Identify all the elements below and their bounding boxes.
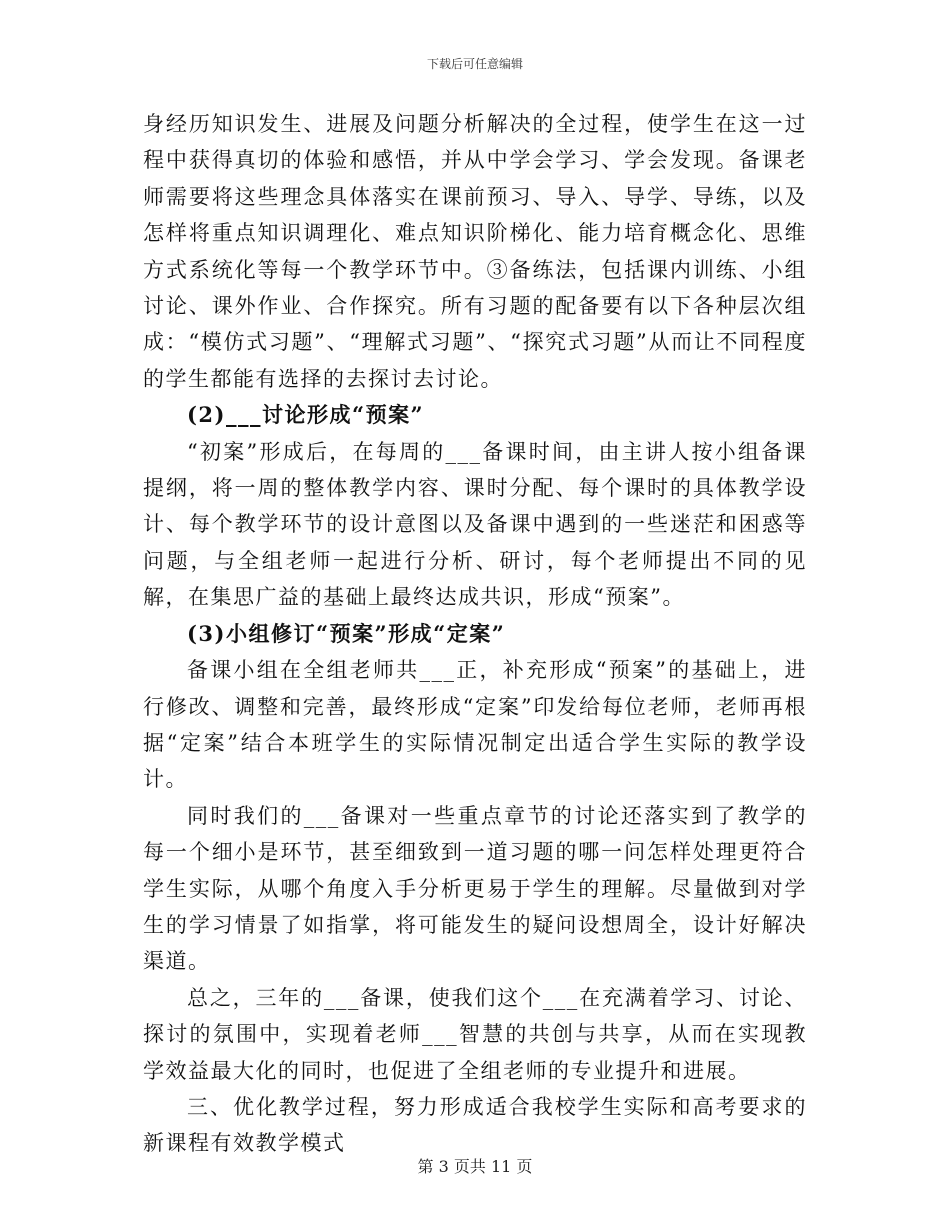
document-body (143, 106, 807, 1162)
section-heading-3: (3)小组修订“预案”形成“定案” (187, 620, 506, 646)
body-paragraph-2: “初案”形成后，在每周的___备课时间，由主讲人按小组备课提纲，将一周的整体教学内容、课时分配、每个课时的具体教学设计、每个教学环节的设计意图以及备课中遇到的一些迷茫和困惑等问题，与全组老师一起进行分析、研讨，每个老师提出不同的见解，在集思广益的基础上最终达成共识，形成“预案”。 (143, 439, 807, 610)
body-paragraph-4: 同时我们的___备课对一些重点章节的讨论还落实到了教学的每一个细小是环节，甚至细致到一道习题的哪一问怎样处理更符合学生实际，从哪个角度入手分析更易于学生的理解。尽量做到对学生的学习情景了如指掌，将可能发生的疑问设想周全，设计好解决渠道。 (143, 803, 807, 974)
page-footer-indicator: 第 3 页共 11 页 (417, 1157, 533, 1176)
section-heading-2: (2)___讨论形成“预案” (187, 402, 425, 428)
body-paragraph-1: 身经历知识发生、进展及问题分析解决的全过程，使学生在这一过程中获得真切的体验和感悟，并从中学会学习、学会发现。备课老师需要将这些理念具体落实在课前预习、导入、导学、导练，以及怎样将重点知识调理化、难点知识阶梯化、能力培育概念化、思维方式系统化等每一个教学环节中。③备练法，包括课内训练、小组讨论、课外作业、合作探究。所有习题的配备要有以下各种层次组成：“模仿式习题”、“理解式习题”、“探究式习题”从而让不同程度的学生都能有选择的去探讨去讨论。 (143, 112, 807, 391)
body-paragraph-5: 总之，三年的___备课，使我们这个___在充满着学习、讨论、探讨的氛围中，实现着老师___智慧的共创与共享，从而在实现教学效益最大化的同时，也促进了全组老师的专业提升和进展。 (143, 985, 807, 1083)
body-paragraph-3: 备课小组在全组老师共___正，补充形成“预案”的基础上，进行修改、调整和完善，最终形成“定案”印发给每位老师，老师再根据“定案”结合本班学生的实际情况制定出适合学生实际的教学设计。 (143, 658, 807, 792)
page-header-note: 下载后可任意编辑 (426, 57, 523, 71)
body-paragraph-6: 三、优化教学过程，努力形成适合我校学生实际和高考要求的新课程有效教学模式 (143, 1094, 807, 1156)
